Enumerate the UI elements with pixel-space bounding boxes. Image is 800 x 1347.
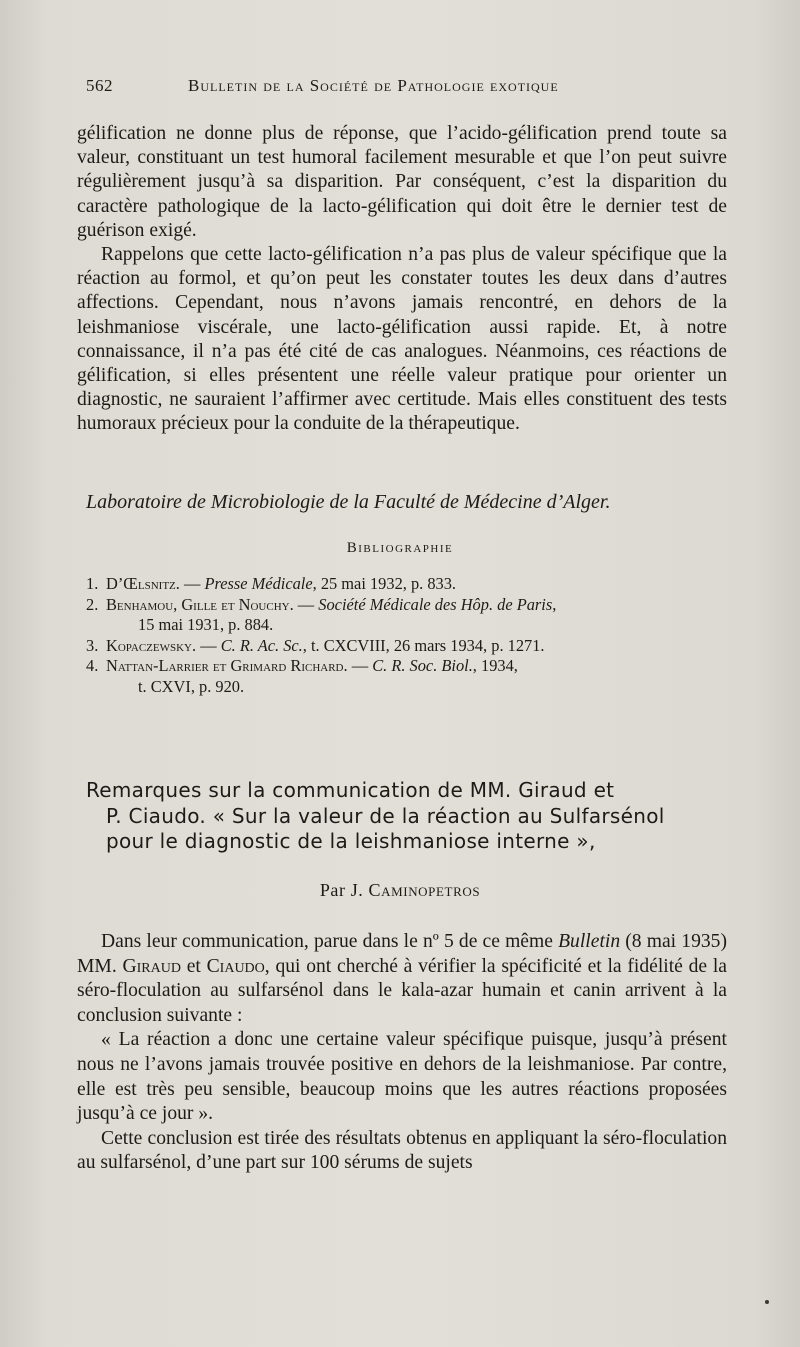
reference-details: , — [552, 594, 557, 614]
reference-number: 2. — [86, 594, 99, 614]
paragraph: gélification ne donne plus de réponse, que l’acido-gélification prend toute sa valeur, constituant un test humoral facilement mesurable et que l’on peut suivre régulièrement jusqu’à sa disparition. Par conséquent, c’est la disparition du caractère pathologique de la lacto-gélification qui doit être le dernier test de guérison exigé. — [77, 123, 727, 241]
text-run: , qui ont cherché à vérifier la spécificité et la fidélité de la séro-floculation au sulfarsénol dans le kala-azar humain et canin arrivent à la conclusion suivante : — [77, 955, 727, 1026]
reference-separator: — — [347, 656, 373, 675]
reference-source: Société Médicale des Hôp. de Paris — [318, 594, 553, 614]
italic-run: Bulletin — [558, 931, 621, 952]
reference-source: Presse Médicale — [204, 574, 313, 593]
text-run: (8 mai 1935) MM. — [77, 931, 727, 977]
reference-details-continued: t. CXVI, p. 920. — [138, 676, 245, 696]
author-name: Ciaudo — [206, 955, 265, 977]
reference-separator: — — [179, 574, 205, 593]
page-number: 562 — [86, 76, 113, 95]
reference-details-continued: 15 mai 1931, p. 884. — [138, 615, 274, 634]
paragraph — [77, 930, 727, 1028]
reference-separator: — — [293, 594, 319, 614]
text-run: et — [180, 955, 207, 977]
journal-title: Bulletin de la Société de Pathologie exotique — [188, 76, 559, 95]
laboratory-signature: Laboratoire de Microbiologie de la Faculté de Médecine d’Alger. — [86, 491, 611, 513]
text-run: Dans leur communication, parue dans le nº 5 de ce même — [101, 931, 559, 952]
article-title — [86, 778, 736, 855]
author-name: Giraud — [122, 955, 181, 977]
reference-details: , t. CXCVIII, 26 mars 1934, p. 1271. — [302, 635, 545, 655]
running-head — [86, 76, 726, 100]
reference-details: , 25 mai 1932, p. 833. — [312, 574, 457, 593]
section-2 — [77, 930, 727, 1176]
paragraph: « La réaction a donc une certaine valeur spécifique puisque, jusqu’à présent nous ne l’avons jamais trouvée positive en dehors de la leishmaniose. Par contre, elle est très peu sensible, beaucoup moins que les autres réactions proposées jusqu’à ce jour ». — [77, 1029, 727, 1125]
reference-details: , 1934, — [472, 656, 518, 675]
bibliography-heading: Bibliographie — [346, 540, 454, 556]
byline — [0, 880, 800, 901]
reference-source: C. R. Ac. Sc. — [220, 635, 303, 655]
section-1 — [77, 122, 727, 437]
article-title-line: P. Ciaudo. « Sur la valeur de la réaction au Sulfarsénol — [106, 803, 665, 828]
reference-list — [86, 574, 726, 697]
reference-item — [86, 656, 726, 697]
print-speck — [765, 1300, 769, 1304]
reference-separator: — — [196, 635, 221, 655]
reference-number: 3. — [86, 635, 99, 655]
article-title-line: pour le diagnostic de la leishmaniose interne », — [106, 829, 596, 853]
reference-number: 1. — [86, 574, 99, 593]
paragraph: Cette conclusion est tirée des résultats obtenus en appliquant la séro-floculation au sulfarsénol, d’une part sur 100 sérums de sujets — [77, 1127, 727, 1174]
reference-item — [86, 595, 726, 636]
paragraph: Rappelons que cette lacto-gélification n’a pas plus de valeur spécifique que la réaction au formol, et qu’on peut les constater toutes les deux dans d’autres affections. Cependant, nous n’avons jamais rencontré, en dehors de la leishmaniose viscérale, une lacto-gélification aussi rapide. Et, à notre connaissance, il n’a pas été cité de cas analogues. Néanmoins, ces réactions de gélification, si elles présentent une réelle valeur pratique pour orienter un diagnostic, ne sauraient l’affirmer avec certitude. Mais elles constituent des tests humoraux précieux pour la conduite de la thérapeutique. — [77, 244, 727, 435]
reference-item — [86, 574, 726, 595]
article-title-line: Remarques sur la communication de MM. Giraud et — [86, 778, 615, 802]
author-name: Caminopetros — [368, 880, 481, 900]
reference-source: C. R. Soc. Biol. — [372, 656, 473, 675]
byline-prefix: Par J. — [319, 880, 369, 900]
reference-authors: D’Œlsnitz. — [106, 574, 180, 593]
reference-authors: Benhamou, Gille et Nouchy. — [106, 594, 294, 614]
reference-authors: Nattan-Larrier et Grimard Richard. — [106, 656, 348, 675]
reference-number: 4. — [86, 656, 99, 675]
reference-authors: Kopaczewsky. — [106, 635, 197, 655]
reference-item — [86, 636, 726, 657]
